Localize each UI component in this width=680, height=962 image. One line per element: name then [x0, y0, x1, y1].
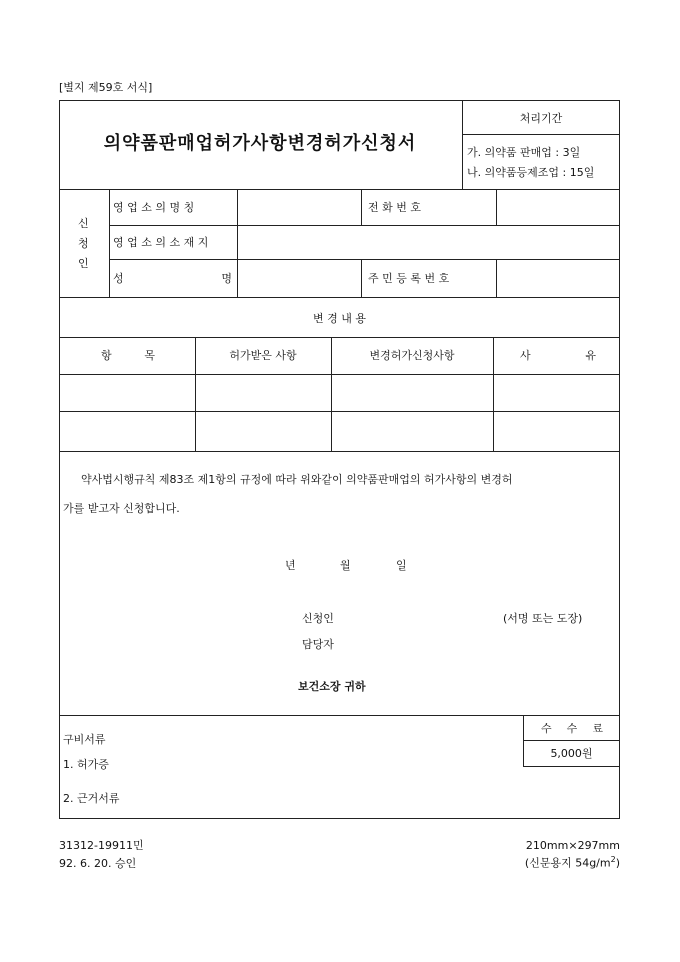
change-top-line	[59, 297, 620, 298]
fee-box-bottom	[523, 766, 620, 767]
date-month: 월	[340, 559, 351, 572]
processing-period-line-2: 나. 의약품등제조업 : 15일	[467, 166, 595, 179]
business-address-label: 영 업 소 의 소 재 지	[113, 236, 209, 249]
change-header-line	[59, 337, 620, 338]
fee-box-divider	[523, 740, 620, 741]
phone-label-left	[361, 189, 362, 225]
attachments-header: 구비서류	[63, 733, 106, 746]
column-header-approved: 허가받은 사항	[229, 349, 297, 362]
change-row-line-3	[59, 451, 620, 452]
column-header-item-part-2: 목	[144, 349, 155, 362]
applicant-side-label-1: 신	[78, 217, 89, 230]
change-row-2-item[interactable]	[60, 412, 195, 451]
applicant-side-label-2: 청	[78, 237, 89, 250]
statement-line-1: 약사법시행규칙 제83조 제1항의 규정에 따라 위와같이 의약품판매업의 허가사항의 변경허	[81, 473, 513, 486]
paper-size: 210mm×297mm	[525, 839, 620, 852]
business-name-field[interactable]	[238, 190, 361, 225]
business-name-label: 영 업 소 의 명 칭	[113, 201, 195, 214]
paper-type-close: )	[615, 856, 620, 870]
change-row-2-requested[interactable]	[332, 412, 493, 451]
name-label	[113, 273, 232, 284]
form-title: 의약품판매업허가사항변경허가신청서	[103, 133, 417, 154]
change-row-1-approved[interactable]	[196, 375, 331, 411]
fee-label	[541, 723, 603, 734]
paper-type-text: (신문용지 54g/m	[524, 856, 611, 870]
addressee: 보건소장 귀하	[298, 680, 366, 693]
column-header-item	[101, 350, 155, 361]
column-header-reason-part-1: 사	[520, 349, 531, 362]
change-row-1-requested[interactable]	[332, 375, 493, 411]
attachment-item-1: 1. 허가증	[63, 758, 109, 771]
column-header-item-part-1: 항	[101, 349, 112, 362]
phone-field[interactable]	[497, 190, 619, 225]
change-row-2-approved[interactable]	[196, 412, 331, 451]
applicant-side-label-3: 인	[78, 257, 89, 270]
id-label-left	[361, 259, 362, 297]
change-row-2-reason[interactable]	[494, 412, 619, 451]
change-row-1-item[interactable]	[60, 375, 195, 411]
phone-label: 전 화 번 호	[368, 201, 421, 214]
processing-divider	[462, 134, 620, 135]
name-label-part-1: 성	[113, 272, 124, 285]
attachment-item-2: 2. 근거서류	[63, 792, 120, 805]
change-row-1-reason[interactable]	[494, 375, 619, 411]
statement-line-2: 가를 받고자 신청합니다.	[63, 502, 180, 515]
applicant-signature-label: 신청인	[302, 612, 334, 625]
fee-box-left	[523, 715, 524, 767]
applicant-label-divider	[109, 189, 110, 297]
name-label-part-2: 명	[221, 272, 232, 285]
column-header-reason	[520, 350, 596, 361]
column-header-requested: 변경허가신청사항	[369, 349, 455, 362]
processing-period-header: 처리기간	[519, 112, 563, 125]
fee-amount: 5,000원	[550, 747, 593, 760]
column-header-reason-part-2: 유	[585, 349, 596, 362]
date-year: 년	[285, 559, 296, 572]
officer-label: 담당자	[302, 638, 334, 651]
paper-type	[525, 856, 620, 869]
paper-type-superscript: 2	[610, 855, 616, 864]
fee-label-part-1: 수	[541, 722, 552, 735]
signature-note: (서명 또는 도장)	[503, 612, 583, 625]
processing-period-line-1: 가. 의약품 판매업 : 3일	[467, 146, 581, 159]
fee-label-part-3: 료	[592, 722, 603, 735]
form-number: 31312-19911민	[59, 839, 144, 852]
date-day: 일	[396, 559, 407, 572]
change-section-title: 변 경 내 용	[313, 312, 366, 325]
business-address-field[interactable]	[238, 226, 619, 259]
id-number-label: 주 민 등 록 번 호	[368, 272, 450, 285]
approval-date: 92. 6. 20. 승인	[59, 857, 137, 870]
fee-label-part-2: 수	[566, 722, 578, 735]
name-field[interactable]	[238, 260, 361, 297]
attachments-top-line	[59, 715, 620, 716]
form-label: [별지 제59호 서식]	[59, 81, 153, 94]
id-number-field[interactable]	[497, 260, 619, 297]
